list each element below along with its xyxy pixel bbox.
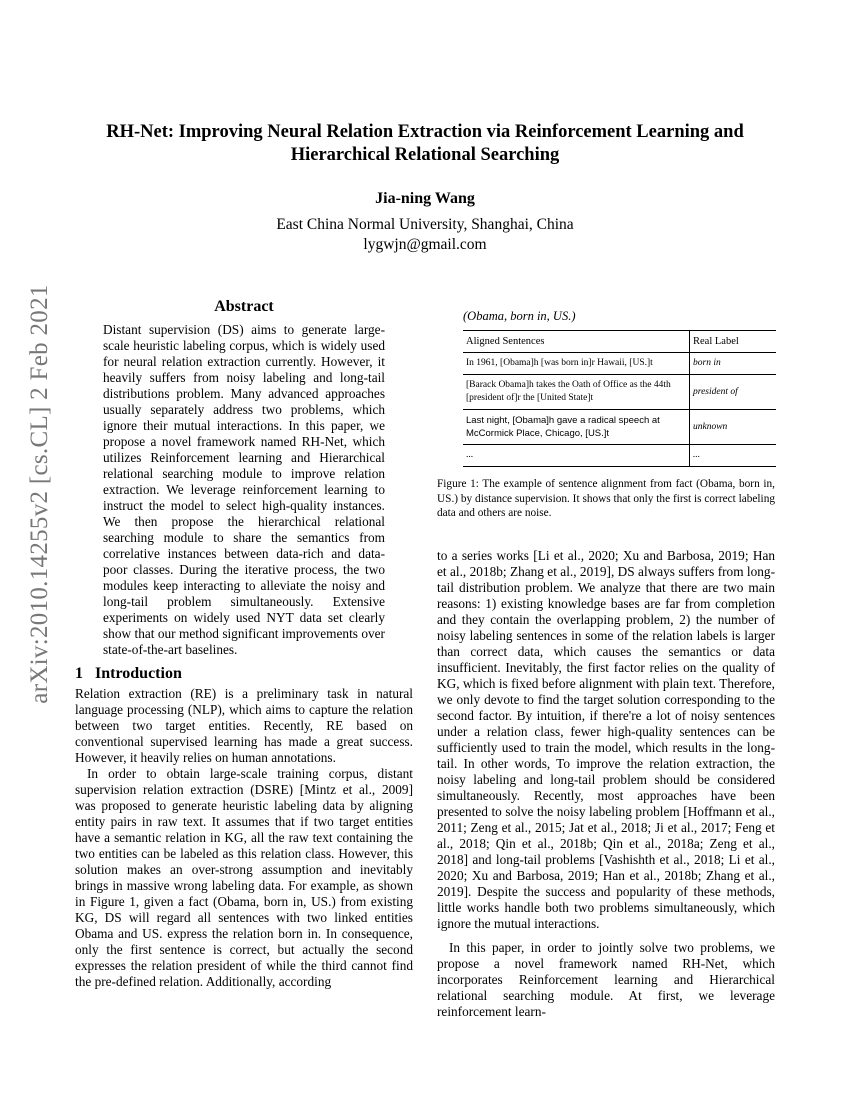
paragraph: In this paper, in order to jointly solve two problems, we propose a novel framework named RH-Net, which incorporates Reinforcement learning and Hierarchical relational searching module. At first, we leverage reinforcement learn- xyxy=(437,940,775,1019)
header-real-label: Real Label xyxy=(690,331,777,353)
paragraph: In order to obtain large-scale training corpus, distant supervision relation extraction (DSRE) [Mintz et al., 2009] was proposed to generate heuristic labeling data by aligning entity pairs in raw text. It assumes that if two target entities have a semantic relation in KG, all the raw text containing the two entities can be labeled as this relation class. However, this solution makes an over-strong assumption and inevitably brings in massive wrong labeling data. For example, as shown in Figure 1, given a fact (Obama, born in, US.) from existing KG, DS will regard all sentences with two linked entities Obama and US. express the relation born in. In consequence, only the first sentence is correct, but actually the second expresses the relation president of while the third cannot find the pre-defined relation. Additionally, according xyxy=(75,766,413,989)
paper-title: RH-Net: Improving Neural Relation Extraction via Reinforcement Learning and Hierarchical Relational Searching xyxy=(106,122,744,165)
paragraph: to a series works [Li et al., 2020; Xu and Barbosa, 2019; Han et al., 2018b; Zhang et al., 2019], DS always suffers from long-tail distribution problem. We analyze that there are two main reasons: 1) existing knowledge bases are far from completion and they contain the overlapping problem, 2) the number of noisy labeling sentences in some of the relation labels is larger than correct data, which causes the semantics or data insufficient. Inevitably, the first factor relies on the quality of KG, which is fixed before alignment with plain text. Therefore, we only devote to find the target solution corresponding to the second factor. By intuition, if there're a lot of noisy sentences under a relation class, fewer high-quality sentences can be sufficiently used to train the model, which results in the long-tail. In other words, To improve the relation extraction, the noisy labeling and long-tail problem should be considered simultaneously. Recently, most approaches have been presented to solve the noisy labeling problem [Hoffmann et al., 2011; Zeng et al., 2015; Jat et al., 2018; Ji et al., 2017; Feng et al., 2018; Qin et al., 2018b; Qin et al., 2018a; Zeng et al., 2018] and long-tail problems [Vashishth et al., 2018; Li et al., 2020; Xu and Barbosa, 2019; Han et al., 2018b; Zhang et al., 2019]. Despite the success and popularity of these methods, little works handle both two problems simultaneously, which ignore the mutual interactions. xyxy=(437,548,775,931)
figure-fact: (Obama, born in, US.) xyxy=(463,309,576,323)
section-number: 1 xyxy=(75,665,83,682)
sentence-cell: Last night, [Obama]h gave a radical speech at McCormick Place, Chicago, [US.]t xyxy=(463,410,690,445)
table-row xyxy=(463,410,776,445)
section-title: Introduction xyxy=(95,665,182,682)
sentence-cell: In 1961, [Obama]h [was born in]r Hawaii, [US.]t xyxy=(463,353,690,375)
author-name: Jia-ning Wang xyxy=(375,190,475,207)
affiliation: East China Normal University, Shanghai, China xyxy=(276,216,574,233)
table-row xyxy=(463,445,776,467)
right-column-text xyxy=(437,548,775,1020)
sentence-cell: [Barack Obama]h takes the Oath of Office as the 44th [president of]r the [United State]t xyxy=(463,375,690,410)
header-aligned-sentences: Aligned Sentences xyxy=(463,331,690,353)
author-email: lygwjn@gmail.com xyxy=(363,236,487,253)
figure-caption: Figure 1: The example of sentence alignment from fact (Obama, born in, US.) by distance supervision. It shows that only the first is correct labeling data and others are noise. xyxy=(437,478,775,519)
abstract-heading: Abstract xyxy=(214,298,274,315)
author-affiliation xyxy=(0,215,850,255)
sentence-cell: ... xyxy=(463,445,690,467)
introduction-text xyxy=(75,686,413,990)
label-cell: born in xyxy=(690,353,777,375)
table-row xyxy=(463,375,776,410)
figure-1-table xyxy=(463,330,776,467)
label-cell: president of xyxy=(690,375,777,410)
table-header-row xyxy=(463,331,776,353)
abstract-text: Distant supervision (DS) aims to generate large-scale heuristic labeling corpus, which is widely used for neural relation extraction currently. However, it heavily suffers from noisy labeling and long-tail distributions problem. Many advanced approaches usually separately address two problems, which ignore their mutual interactions. In this paper, we propose a novel framework named RH-Net, which utilizes Reinforcement learning and Hierarchical relational searching module to improve relation extraction. We leverage reinforcement learning to instruct the model to select high-quality instances. We then propose the hierarchical relational searching module to share the semantics from correlative instances between data-rich and data-poor classes. During the iterative process, the two modules keep interacting to alleviate the noisy and long-tail problem simultaneously. Extensive experiments on widely used NYT data set clearly show that our method significant improvements over state-of-the-art baselines. xyxy=(103,322,385,657)
label-cell: unknown xyxy=(690,410,777,445)
arxiv-stamp: arXiv:2010.14255v2 [cs.CL] 2 Feb 2021 xyxy=(26,284,53,704)
table-row xyxy=(463,353,776,375)
label-cell: ... xyxy=(690,445,777,467)
paragraph: Relation extraction (RE) is a preliminary task in natural language processing (NLP), which aims to capture the relation between two target entities. Recently, RE based on conventional supervised learning has made a great success. However, it heavily relies on human annotations. xyxy=(75,686,413,765)
section-heading-introduction xyxy=(75,665,194,683)
